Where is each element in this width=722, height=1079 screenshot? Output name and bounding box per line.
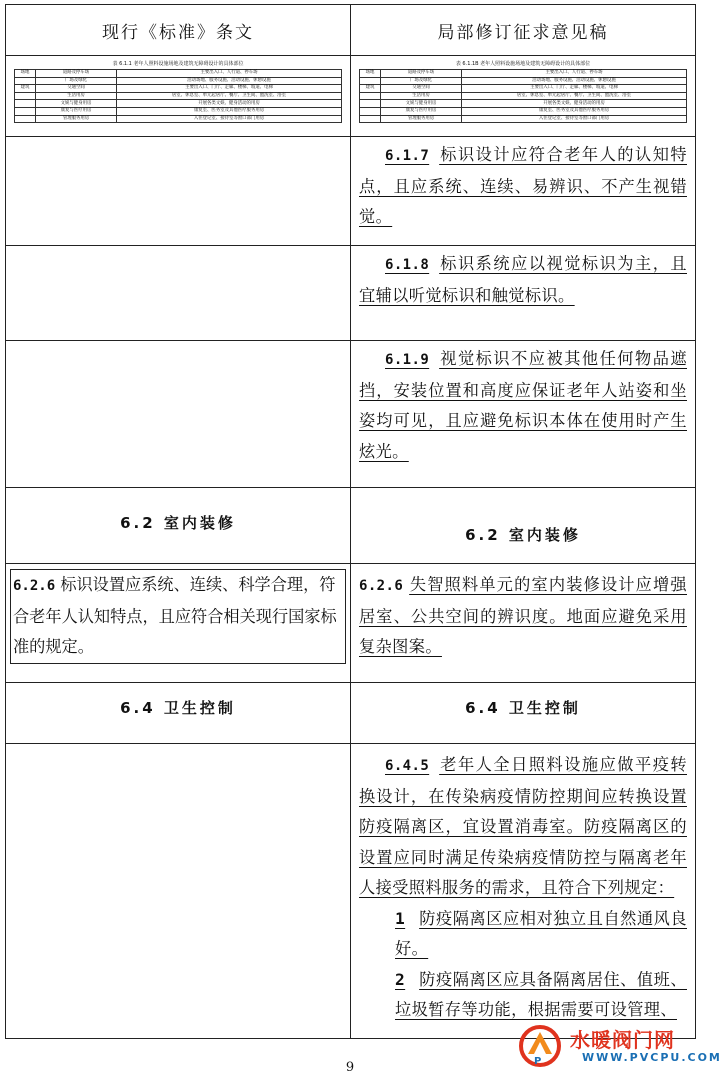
clause-text: 标识设置应系统、连续、科学合理，符合老年人认知特点，且应符合相关现行国家标准的规定。 <box>13 575 337 656</box>
thumb-table-cell: 活动场地、服务设施、活动设施、休憩设施 <box>462 77 687 85</box>
thumb-table-cell <box>15 77 36 85</box>
thumb-table-row <box>15 70 342 78</box>
thumb-table-row <box>360 77 687 85</box>
thumb-table-row <box>15 115 342 123</box>
watermark-logo-icon <box>518 1024 564 1068</box>
thumb-table-cell: 活动场地、服务设施、活动设施、休憩设施 <box>117 77 342 85</box>
watermark-text: 水暖阀门网 <box>570 1028 675 1052</box>
row-6-1-8 <box>6 246 696 341</box>
clause-number: 6.1.7 <box>385 148 430 164</box>
thumb-table-cell: 道路及停车场 <box>36 70 117 78</box>
clause-text: 视觉标识不应被其他任何物品遮挡，安装位置和高度应保证老年人站姿和坐姿均可见，且应避免标识本体在使用时产生炫光。 <box>359 349 687 461</box>
thumb-table-cell: 建筑 <box>15 85 36 93</box>
thumb-table-cell <box>360 107 381 115</box>
item-number: 1 <box>395 908 406 928</box>
section-title: 6.4 卫生控制 <box>120 698 236 717</box>
thumb-table-row <box>15 100 342 108</box>
item-number: 2 <box>395 969 406 989</box>
thumb-left-cell <box>6 56 351 137</box>
thumb-table-cell: 交通空间 <box>36 85 117 93</box>
thumb-table-cell: 管理服务用房 <box>36 115 117 123</box>
section-6-4-row <box>6 683 696 744</box>
row-6-1-7 <box>6 137 696 246</box>
thumb-table-row <box>360 115 687 123</box>
empty-left-cell <box>6 341 351 488</box>
section-6-4-left <box>6 683 351 744</box>
section-title: 6.4 卫生控制 <box>465 698 581 717</box>
thumb-table-cell <box>15 92 36 100</box>
empty-left-cell <box>6 744 351 1039</box>
section-6-2-left <box>6 488 351 564</box>
thumb-table-cell <box>15 107 36 115</box>
thumb-table-cell: 广场及绿化 <box>381 77 462 85</box>
clause-text: 老年人全日照料设施应做平疫转换设计，在传染病疫情防控期间应转换设置防疫隔离区，宜设置消毒室。防疫隔离区的设置应同时满足传染病疫情防控与隔离老年人接受照料服务的需求，且符合下列规定： <box>359 755 687 897</box>
thumbnail-row <box>6 56 696 137</box>
clause-number: 6.4.5 <box>385 758 430 774</box>
clause-text: 标识系统应以视觉标识为主，且宜辅以听觉标识和触觉标识。 <box>359 254 687 305</box>
clause-6-1-8 <box>351 246 696 341</box>
thumb-table-cell: 场地 <box>15 70 36 78</box>
thumb-table-cell <box>360 77 381 85</box>
row-6-2-6 <box>6 564 696 683</box>
boxed-clause <box>10 569 346 664</box>
header-revision-draft: 局部修订征求意见稿 <box>351 5 696 56</box>
thumb-table-row <box>15 92 342 100</box>
thumb-table-cell: 开展各类文娱、健身活动的用房 <box>462 100 687 108</box>
thumb-table-cell <box>360 92 381 100</box>
row-6-4-5 <box>6 744 696 1039</box>
thumb-table-row <box>360 85 687 93</box>
thumb-table-cell: 建筑 <box>360 85 381 93</box>
thumb-right-cell <box>351 56 696 137</box>
section-title: 6.2 室内装修 <box>120 514 236 532</box>
thumb-table-cell <box>15 115 36 123</box>
thumb-table-row <box>15 77 342 85</box>
list-item <box>395 904 687 965</box>
thumb-table-cell: 主要出入口、门厅、走廊、楼梯、坡道、电梯 <box>117 85 342 93</box>
thumb-table-cell: 居室、休息室、单元起居厅、餐厅、卫生间、盥洗室、浴室 <box>462 92 687 100</box>
row-6-1-9 <box>6 341 696 488</box>
thumb-table-cell: 康复室、医务室及其他医疗服务用房 <box>117 107 342 115</box>
thumb-table-row <box>360 107 687 115</box>
watermark-url: WWW.PVCPU.COM <box>582 1051 722 1064</box>
thumb-table-cell: 道路及停车场 <box>381 70 462 78</box>
thumb-right-table <box>359 69 687 123</box>
clause-6-1-7 <box>351 137 696 246</box>
thumb-table-cell: 文娱与健身用房 <box>381 100 462 108</box>
thumb-right-title: 表 6.1.1B 老年人照料设施场地及建筑无障碍设计的具体部位 <box>455 61 591 67</box>
thumb-table-cell: 入住登记室、接待室等窗口部门用房 <box>462 115 687 123</box>
thumb-left-title: 表 6.1.1 老年人照料设施场地及建筑无障碍设计的具体部位 <box>112 61 244 67</box>
thumb-table-cell <box>15 100 36 108</box>
section-6-2-row <box>6 488 696 564</box>
section-6-2-right <box>351 488 696 564</box>
thumb-table-cell: 场地 <box>360 70 381 78</box>
thumb-table-cell: 居室、休息室、单元起居厅、餐厅、卫生间、盥洗室、浴室 <box>117 92 342 100</box>
watermark <box>518 1018 722 1072</box>
clause-number: 6.1.8 <box>385 257 430 273</box>
list-item <box>395 965 687 1026</box>
svg-text:P: P <box>534 1056 542 1067</box>
thumb-table-cell: 康复与医疗用房 <box>381 107 462 115</box>
empty-left-cell <box>6 246 351 341</box>
clause-6-1-9 <box>351 341 696 488</box>
empty-left-cell <box>6 137 351 246</box>
thumb-table-cell: 主要出入口、人行道、停车场 <box>462 70 687 78</box>
thumb-table-cell: 主要出入口、人行道、停车场 <box>117 70 342 78</box>
item-text: 防疫隔离区应具备隔离居住、值班、垃圾暂存等功能，根据需要可设管理、 <box>395 969 687 1019</box>
thumb-table-cell <box>360 100 381 108</box>
header-row <box>6 5 696 56</box>
thumb-table-cell: 康复室、医务室及其他医疗服务用房 <box>462 107 687 115</box>
page-number: 9 <box>345 1060 355 1075</box>
clause-text: 失智照料单元的室内装修设计应增强居室、公共空间的辨识度。地面应避免采用复杂图案。 <box>359 575 687 656</box>
thumb-left-table <box>14 69 342 123</box>
clause-6-2-6-old <box>6 564 351 683</box>
clause-text: 标识设计应符合老年人的认知特点，且应系统、连续、易辨识、不产生视错觉。 <box>359 145 687 226</box>
thumb-table-row <box>360 70 687 78</box>
thumb-table-cell: 生活用房 <box>381 92 462 100</box>
thumb-table-cell: 康复与医疗用房 <box>36 107 117 115</box>
thumb-table-cell: 管理服务用房 <box>381 115 462 123</box>
thumb-table-row <box>360 100 687 108</box>
thumb-table-cell: 文娱与健身用房 <box>36 100 117 108</box>
clause-number: 6.1.9 <box>385 352 430 368</box>
section-title: 6.2 室内装修 <box>465 526 581 544</box>
clause-6-4-5 <box>351 744 696 1039</box>
thumb-table-cell: 入住登记室、接待室等窗口部门用房 <box>117 115 342 123</box>
section-6-4-right <box>351 683 696 744</box>
thumb-table-row <box>15 107 342 115</box>
thumb-table-cell: 交通空间 <box>381 85 462 93</box>
thumb-table-cell: 主要出入口、门厅、走廊、楼梯、坡道、电梯 <box>462 85 687 93</box>
clause-number: 6.2.6 <box>359 578 404 594</box>
thumb-table-cell: 开展各类文娱、健身活动的用房 <box>117 100 342 108</box>
thumb-table-cell: 生活用房 <box>36 92 117 100</box>
item-text: 防疫隔离区应相对独立且自然通风良好。 <box>395 908 687 958</box>
clause-number: 6.2.6 <box>13 578 56 594</box>
thumb-table-row <box>360 92 687 100</box>
clause-6-2-6-new <box>351 564 696 683</box>
header-current-standard: 现行《标准》条文 <box>6 5 351 56</box>
thumb-table-cell: 广场及绿化 <box>36 77 117 85</box>
comparison-table <box>5 4 696 1039</box>
thumb-table-cell <box>360 115 381 123</box>
thumb-table-row <box>15 85 342 93</box>
